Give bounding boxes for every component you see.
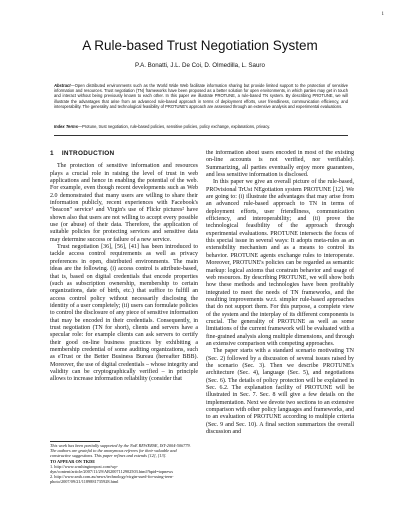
body-paragraph: The paper starts with a standard scenario motivating TN (Sec. 2) followed by a discussion of several issues raised by the scenario (Sec. 3). Then we describe PROTUNE's architecture (Sec. 4), language (Sec. 5), and negotiations (Sec. 6). The details of policy protection will be explained in Sec. 6.2. The explanation facility of PROTUNE will be illustrated in Sec. 7. Sec. 8 will give a few details on the implementation. Next we devote two sections to an extensive comparison with other policy languages and frameworks, and to an evaluation of PROTUNE according to multiple criteria (Sec. 9 and Sec. 10). A final section summarizes the overall discussion and bbox=[206, 348, 354, 436]
footnote-divider bbox=[50, 441, 100, 442]
body-paragraph: In this paper we give an overall picture of the rule-based, PROvisional TrUst NEgotiation system PROTUNE [12]. We are going to: (i) illustrate the advantages that may arise from an advanced rule-based approach to TN in terms of deployment efforts, user friendliness, communication efficiency, and interoperability; and (ii) prove the technological feasibility of the approach through experimental evaluations. PROTUNE intersects the focus of this special issue in several ways: It adopts meta-rules as an extensibility mechanism and as a means to control its behavior. PROTUNE agents exchange rules to interoperate. Moreover, PROTUNE's policies can be regarded as semantic markup: logical axioms that constrain behavior and usage of web resources. By describing PROTUNE, we will show both how these methods and technologies have been profitably integrated to meet the needs of TN frameworks, and the resulting improvements w.r.t. simpler rule-based approaches that do not support them. For this purpose, a complete view of the system and the interplay of its different components is crucial. The generality of PROTUNE as well as some limitations of the current framework will be evaluated with a fine-grained analysis along multiple dimensions, and through an extensive comparison with competing approaches. bbox=[206, 179, 354, 347]
to-appear-note: TO APPEAR ON TKDE bbox=[50, 458, 96, 464]
body-paragraph: the information about users encoded in most of the existing on-line accounts is not verified, nor verifiable). Summarizing, all parties eventually enjoy more guarantees, and less sensitive information is disclosed. bbox=[206, 150, 354, 179]
right-column bbox=[206, 150, 354, 505]
abstract-label: Abstract bbox=[54, 83, 71, 88]
section-heading bbox=[50, 150, 198, 157]
paper-authors: P.A. Bonatti, J.L. De Coi, D. Olmedilla, L. Sauro bbox=[135, 62, 265, 69]
section-title: INTRODUCTION bbox=[61, 150, 115, 157]
funding-note: This work has been partially supported by the NoE REWERSE, IST-2004-506779. The authors are grateful to the anonymous referees for their valuable and constructive suggestions. This paper refines and extends [12], [13]. bbox=[50, 443, 191, 459]
footnotes bbox=[50, 443, 198, 485]
left-column bbox=[50, 150, 198, 476]
body-paragraph: The protection of sensitive information and resources plays a crucial role in raising the level of trust in web applications and hence in enabling the potential of the web. For example, even though recent developments such as Web 2.0 demonstrated that many users are willing to share their information publicly, recent experiences with Facebook's "beacon" service¹ and Virgin's use of Flickr pictures² have shown also that users are not willing to accept every possible use (or abuse) of their data. Therefore, the application of suitable policies for protecting services and sensitive data may determine success or failure of a new service. bbox=[50, 163, 198, 243]
footnote-link[interactable]: 1. http://www.washingtonpost.com/wp-dyn/content/article/2007/11/29/AR2007112902503.html?hpid=topnews bbox=[50, 463, 174, 475]
paper-title: A Rule-based Trust Negotiation System bbox=[82, 38, 318, 53]
body-paragraph: Trust negotiation [36], [56], [41] has been introduced to tackle access control requirements as well as privacy preferences in open, distributed environments. The main ideas are the following. (i) access control is attribute-based, that is, based on digital credentials that encode properties (such as subscription ownership, membership to certain organizations, date of birth, etc.) that suffice to fulfill an access control policy without necessarily disclosing the identity of a user completely; (ii) users can formulate policies to control the disclosure of any piece of sensitive information that may be encoded in their credentials. Consequently, in trust negotiation (TN for short), clients and servers have a specular role: for example clients can ask servers to certify their good on-line business practices by exhibiting a membership credential of some auditing organizations, such as eTrust or the Better Business Bureau (hereafter BBB). Moreover, the use of digital credentials – whose integrity and validity can be cryptographically verified – in principle allows to increase information reliability (consider that bbox=[50, 244, 198, 383]
footnote-link[interactable]: 2. http://www.smh.com.au/news/technology/virgin-sued-for-using-teen-photo/2007/09/21/1189881735928.html bbox=[50, 474, 174, 485]
page-number: 1 bbox=[381, 12, 384, 17]
abstract-text: —Open distributed environments such as the World Wide Web facilitate information sharing but provide limited support to the protection of sensitive information and resources. Trust negotiation (TN) frameworks have been proposed as a better solution for open environments, in which parties may get in touch and interact without being previously known to each other. In this paper we illustrate PROTUNE, a rule-based TN system. By describing PROTUNE, we will illustrate the advantages that arise from an advanced rule-based approach in terms of deployment efforts, user friendliness, communication efficiency, and interoperability. The generality and technological feasibility of PROTUNE's approach are assessed through an extensive analysis and experimental evaluations. bbox=[54, 83, 348, 109]
index-terms bbox=[54, 124, 348, 129]
abstract bbox=[54, 83, 348, 109]
index-terms-text: —Protune, trust negotiation, rule-based policies, sensitive policies, policy exchange, explanations, privacy. bbox=[77, 124, 271, 129]
header-divider bbox=[54, 135, 348, 136]
section-number: 1 bbox=[50, 150, 54, 157]
index-terms-label: Index Terms bbox=[54, 124, 78, 129]
